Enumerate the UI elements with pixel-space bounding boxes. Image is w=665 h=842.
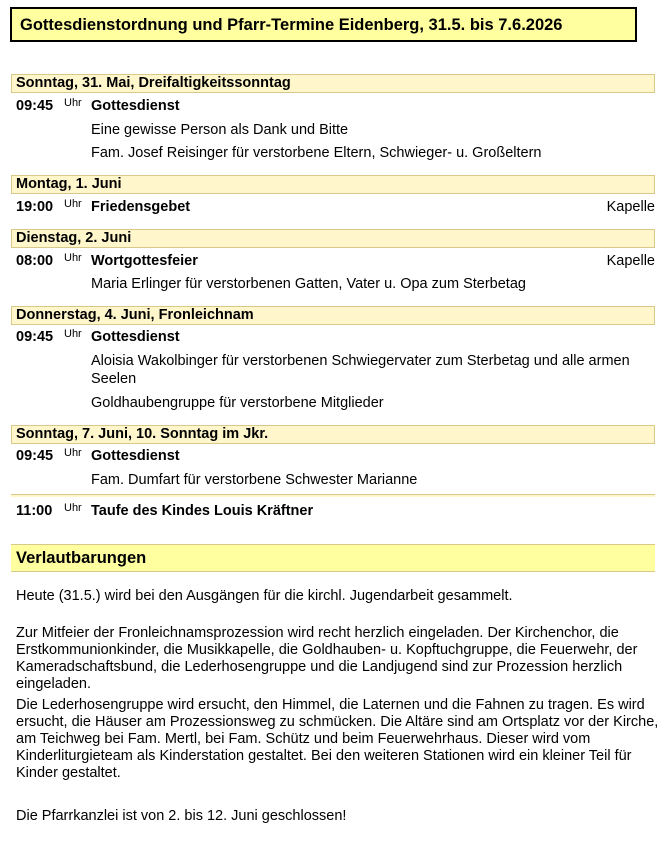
event-time: 09:45 (16, 98, 54, 114)
mass-intention: Fam. Dumfart für verstorbene Schwester Marianne (91, 472, 418, 488)
event-separator (11, 494, 655, 497)
event-location: Kapelle (606, 253, 655, 269)
event-time: 08:00 (16, 253, 54, 269)
event-time: 09:45 (16, 329, 54, 345)
event-time: 09:45 (16, 448, 54, 464)
event-time: 11:00 (16, 503, 53, 519)
mass-intention: Goldhaubengruppe für verstorbene Mitglieder (91, 395, 384, 411)
uhr-label: Uhr (64, 252, 82, 264)
announcement-paragraph: Die Lederhosengruppe wird ersucht, den Himmel, die Laternen und die Fahnen zu tragen. Es wird ersucht, die Häuser am Prozessionsweg zu schmücken. Die Altäre sind am Ortsplatz vor der Kirche, am Teichweg bei Fam. Mertl, bei Fam. Schütz und beim Feuerwehrhaus. Dieser wird vom Kinderliturgieteam als Kinderstation gestaltet. Bei den weiteren Stationen wird ein kleiner Teil für Kinder gestaltet. (16, 697, 659, 781)
day-header-sunday-31: Sonntag, 31. Mai, Dreifaltigkeitssonntag (11, 74, 655, 93)
uhr-label: Uhr (64, 97, 82, 109)
uhr-label: Uhr (64, 328, 82, 340)
announcement-paragraph: Heute (31.5.) wird bei den Ausgängen für die kirchl. Jugendarbeit gesammelt. (16, 588, 513, 604)
event-service: Wortgottesfeier (91, 253, 198, 269)
mass-intention: Fam. Josef Reisinger für verstorbene Eltern, Schwieger- u. Großeltern (91, 145, 542, 161)
announcements-heading: Verlautbarungen (11, 544, 655, 572)
event-service: Gottesdienst (91, 329, 180, 345)
day-header-sunday-7: Sonntag, 7. Juni, 10. Sonntag im Jkr. (11, 425, 655, 444)
mass-intention: Aloisia Wakolbinger für verstorbenen Schwiegervater zum Sterbetag und alle armen Seelen (91, 353, 630, 387)
mass-intention: Eine gewisse Person als Dank und Bitte (91, 122, 349, 138)
event-time: 19:00 (16, 199, 54, 215)
day-header-monday-1: Montag, 1. Juni (11, 175, 655, 194)
announcement-paragraph: Zur Mitfeier der Fronleichnamsprozession wird recht herzlich eingeladen. Der Kirchenchor, die Erstkommunionkinder, die Musikkapelle, die Goldhauben- u. Kopftuchgruppe, die Feuerwehr, der Kameradschaftsbund, die Lederhosengruppe und die Landjugend sind zur Prozession herzlich eingeladen. (16, 625, 638, 692)
document-title: Gottesdienstordnung und Pfarr-Termine Eidenberg, 31.5. bis 7.6.2026 (10, 7, 637, 42)
uhr-label: Uhr (64, 502, 82, 514)
mass-intention: Maria Erlinger für verstorbenen Gatten, Vater u. Opa zum Sterbetag (91, 276, 526, 292)
day-header-tuesday-2: Dienstag, 2. Juni (11, 229, 655, 248)
event-service: Friedensgebet (91, 199, 191, 215)
announcement-paragraph: Die Pfarrkanzlei ist von 2. bis 12. Juni geschlossen! (16, 808, 347, 824)
event-location: Kapelle (606, 199, 655, 215)
day-header-thursday-4: Donnerstag, 4. Juni, Fronleichnam (11, 306, 655, 325)
event-service: Gottesdienst (91, 98, 180, 114)
uhr-label: Uhr (64, 198, 82, 210)
event-service: Gottesdienst (91, 448, 180, 464)
event-service: Taufe des Kindes Louis Kräftner (91, 503, 314, 519)
uhr-label: Uhr (64, 447, 82, 459)
